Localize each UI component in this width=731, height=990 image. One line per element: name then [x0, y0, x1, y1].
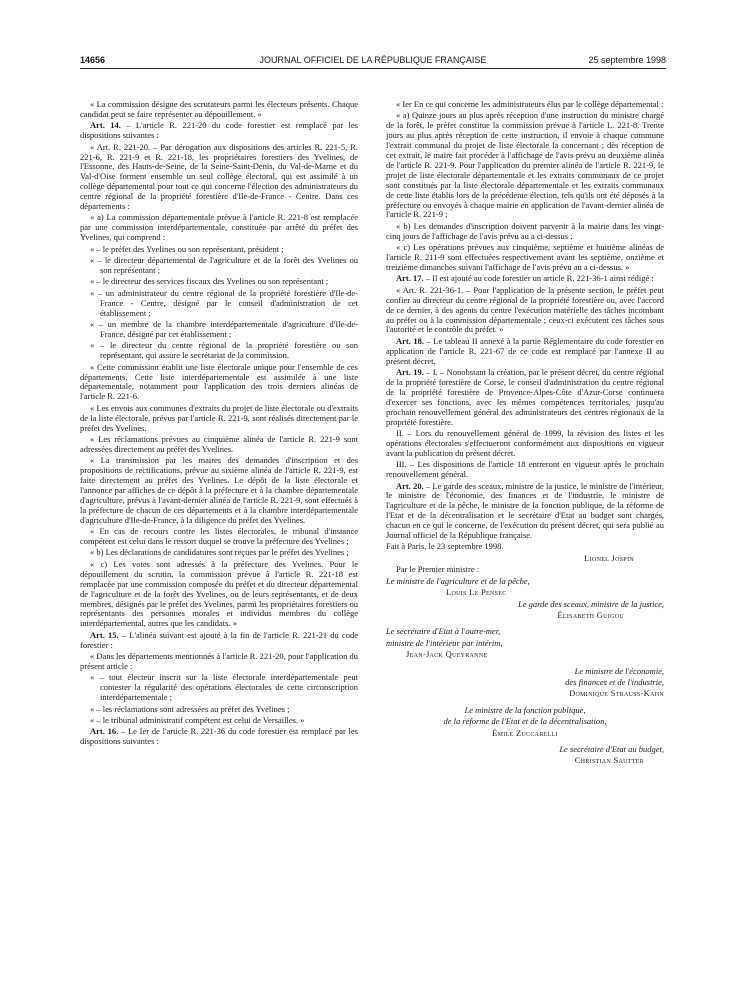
article-text: – L'alinéa suivant est ajouté à la fin de l'article R. 221-21 du code forestier : [80, 629, 358, 650]
signature-eco-title: Le ministre de l'économie, [574, 665, 664, 676]
article-20 [386, 482, 664, 541]
paragraph: « a) Quinze jours au plus après réception d'une instruction du ministre chargé de la forêt, le préfet constitue la commission prévue à l'article L. 221-8. Trente jours au plus après réception de cette instruction, il envoie à chaque commune l'extrait communal du projet de liste électorale la concernant ; dès réception de cet extrait, le maire fait procéder à l'affichage de l'avis prévu au deuxième alinéa de l'article R. 221-9. Pour l'application du premier alinéa de l'article R. 221-9, le projet de liste électorale départementale et les extraits communaux de ce projet sont constitués par la liste électorale départementale et les extraits communaux de cette liste établis lors de la précédente élection, tels qu'ils ont été déposés à la préfecture ou envoyés à chaque mairie en application de l'avant-dernier alinéa de l'article R. 221-9 ; [386, 110, 664, 220]
article-text: – L'article R. 221-20 du code forestier est remplacé par les dispositions suivantes : [80, 120, 359, 141]
signature-om-title: Le secrétaire d'Etat à l'outre-mer, [386, 626, 501, 637]
signature-fp-title: Le ministre de la fonction publique, [464, 704, 586, 715]
signature-agri-title: Le ministre de l'agriculture et de la pêche, [386, 575, 530, 586]
article-17 [386, 274, 664, 284]
signature-om-title: ministre de l'intérieur par intérim, [386, 637, 503, 648]
paragraph: II. – Lors du renouvellement général de 1999, la révision des listes et les opérations électorales s'effectueront conformément aux dispositions en vigueur avant la publication du présent décret. [386, 428, 664, 458]
paragraph: « Ier En ce qui concerne les administrateurs élus par le collège départemental : [396, 99, 664, 109]
article-18 [386, 337, 664, 367]
paragraph: « c) Les opérations prévues aux cinquième, septième et huitième alinéas de l'article R. 211-9 sont effectuées respectivement avant les septième, onzième et treizième dimanches suivant l'affichage de l'avis prévu au a ci-dessus. » [386, 242, 664, 272]
paragraph: « La commission désigne des scrutateurs parmi les électeurs présents. Chaque candidat peut se faire représenter au dépouillement. » [80, 99, 358, 119]
article-16 [80, 727, 358, 747]
paragraph: « b) Les déclarations de candidatures sont reçues par le préfet des Yvelines ; [90, 547, 349, 558]
page-header [80, 55, 666, 69]
paragraph: « Art. R. 221-36-1. – Pour l'application de la présente section, le préfet peut confier au directeur du centre régional de la propriété forestière ou, avec l'accord de ce dernier, à des agents du centre l'exécution matérielle des tâches incombant au préfet ou à la commission départementale ; ceux-ci exécutent ces tâches sous l'autorité et le contrôle du préfet. » [386, 284, 664, 335]
signature-pm: Lionel Jospin [584, 552, 634, 563]
paragraph: « Art. R. 221-20. – Par dérogation aux dispositions des articles R. 221-5, R. 221-6, R. 221-9 et R. 221-18, les propriétaires forestiers des Yvelines, de l'Essonne, des Hauts-de-Seine, de la Seine-Saint-Denis, du Val-de-Marne et du Val-d'Oise forment ensemble un seul collège électoral, qui est assimilé à un collège départemental pour tout ce qui concerne l'élection des administrateurs du centre régional de la propriété forestière d'Ile-de-France - Centre. Dans ces départements : [80, 141, 358, 212]
article-14 [80, 121, 358, 141]
page-number: 14656 [80, 55, 106, 65]
signature-justice-name: Élisabeth Guigou [557, 609, 624, 620]
article-text: – Le tableau II annexé à la partie Réglementaire du code forestier en application de l'article R. 221-67 de ce code est remplacé par l'annexe II au présent décret. [386, 335, 664, 366]
signature-eco-title: des finances et de l'industrie, [565, 676, 664, 687]
paragraph: « a) La commission départementale prévue à l'article R. 221-8 est remplacée par une commission interdépartementale, constituée par arrêté du préfet des Yvelines, qui comprend : [80, 212, 358, 243]
paragraph: III. – Les dispositions de l'article 18 entreront en vigueur après le prochain renouvellement général. [386, 459, 664, 480]
list-item: « – les réclamations sont adressées au préfet des Yvelines ; [90, 703, 290, 714]
list-item: « – le directeur du centre régional de la propriété forestière ou son représentant, qui assure le secrétariat de la commission. [90, 340, 358, 361]
article-label: Art. 16. [90, 726, 119, 737]
article-label: Art. 20. [396, 480, 424, 491]
paragraph: « Dans les départements mentionnés à l'article R. 221-20, pour l'application du présent article : [80, 651, 358, 671]
publication-date: 25 septembre 1998 [588, 55, 666, 65]
signature-budget-title: Le secrétaire d'Etat au budget, [559, 743, 664, 754]
article-label: Art. 17. [396, 273, 424, 284]
list-item: « – un membre de la chambre interdépartementale d'agriculture d'Ile-de-France, désigné par cet établissement ; [90, 319, 358, 339]
header-rule [80, 68, 666, 69]
signature-date: Fait à Paris, le 23 septembre 1998. [386, 541, 504, 552]
signature-fp-name: Émile Zuccarelli [492, 727, 558, 738]
list-item: « – le tribunal administratif compétent est celui de Versailles. » [90, 714, 305, 725]
paragraph: « Les réclamations prévues au cinquième alinéa de l'article R. 221-9 sont adressées directement au préfet des Yvelines. [80, 434, 358, 454]
paragraph: « Les envois aux communes d'extraits du projet de liste électorale ou d'extraits de la liste électorale, prévus par l'article R. 221-9, sont réalisés directement par le préfet des Yvelines. [80, 402, 358, 433]
right-column [386, 100, 664, 768]
signature-fp-title: de la réforme de l'Etat et de la décentralisation, [443, 716, 607, 727]
article-text: – I. – Nonobstant la création, par le présent décret, du centre régional de la propriété forestière de Corse, le conseil d'administration du centre régional de la propriété forestière de Provence-Alpes-Côte d'Azur-Corse continuera d'exercer ses fonctions, avec les mêmes compétences territoriales, jusqu'au prochain renouvellement général des administrateurs des centres régionaux de la propriété forestière. [386, 367, 664, 427]
article-15 [80, 631, 358, 651]
article-19 [386, 368, 664, 427]
signature-budget-name: Christian Sautter [574, 755, 644, 766]
article-label: Art. 15. [90, 629, 119, 640]
article-label: Art. 19. [396, 367, 424, 378]
list-item: « – le directeur des services fiscaux des Yvelines ou son représentant ; [90, 276, 329, 287]
signature-agri-name: Louis Le Pensec [446, 587, 507, 598]
paragraph: « b) Les demandes d'inscription doivent parvenir à la mairie dans les vingt-cinq jours de l'affichage de l'avis prévu au a ci-dessus ; [386, 220, 664, 241]
paragraph: « La transmission par les maires des demandes d'inscription et des propositions de rectifications, prévue au sixième alinéa de l'article R. 221-9, est faite directement au préfet des Yvelines. Le dépôt de la liste électorale et l'annonce par affiches de ce dépôt à la préfecture et à la chambre départementale d'agriculture, prévus à l'avant-dernier alinéa de l'article R. 221-9, sont effectués à la préfecture de chacun de ces départements et à la chambre interdépartementale d'agriculture d'Ile-de-France, à la diligence du préfet des Yvelines. [80, 455, 358, 525]
left-column [80, 100, 358, 749]
list-item: « – le directeur départemental de l'agriculture et de la forêt des Yvelines ou son représentant ; [90, 255, 358, 275]
list-item: « – un administrateur du centre régional de la propriété forestière d'Ile-de-France - Centre, désigné par le conseil d'administration de cet établissement ; [90, 287, 358, 318]
paragraph: « c) Les votes sont adressés à la préfecture des Yvelines. Pour le dépouillement du scrutin, la commission prévue à l'article R. 221-18 est remplacée par une commission composée du préfet et du directeur départemental de l'agriculture et de la forêt des Yvelines, ou de leurs représentants, et de deux membres, désignés par le préfet des Yvelines, parmi les propriétaires forestiers ou représentants des personnes morales et individus membres du collège interdépartemental, autres que les candidats. » [80, 558, 358, 629]
list-item: « – le préfet des Yvelines ou son représentant, président ; [90, 243, 284, 254]
journal-title: JOURNAL OFFICIEL DE LA RÉPUBLIQUE FRANÇAISE [259, 55, 487, 65]
signature-justice-title: Le garde des sceaux, ministre de la justice, [518, 598, 664, 609]
article-label: Art. 18. [396, 335, 425, 346]
paragraph: « Cette commission établit une liste électorale unique pour l'ensemble de ces départements. Cette liste interdépartementale est assimilée à une liste départementale, notamment pour l'application des trois derniers alinéas de l'article R. 221-6. [80, 361, 358, 402]
article-text: – Le garde des sceaux, ministre de la justice, le ministre de l'intérieur, le ministre de l'économie, des finances et de l'industrie, le ministre de l'agriculture et de la pêche, le ministre de la fonction publique, de la réforme de l'Etat et de la décentralisation et le secrétaire d'Etat au budget sont chargés, chacun en ce qui le concerne, de l'exécution du présent décret, qui sera publié au Journal officiel de la République française. [386, 480, 665, 541]
list-item: « – tout électeur inscrit sur la liste électorale interdépartementale peut contester la régularité des opérations électorales de cette circonscription interdépartementale ; [90, 672, 358, 703]
signature-by-pm: Par le Premier ministre : [396, 564, 480, 575]
article-text: – Il est ajouté au code forestier un article R. 221-36-1 ainsi rédigé : [423, 273, 654, 284]
signature-om-name: Jean-Jack Queyranne [406, 649, 488, 660]
signature-eco-name: Dominique Strauss-Kahn [569, 688, 664, 699]
article-label: Art. 14. [90, 120, 121, 131]
paragraph: « En cas de recours contre les listes électorales, le tribunal d'instance compétent est celui dans le ressort duquel se trouve la préfecture des Yvelines ; [80, 526, 358, 547]
article-text: – Le Ier de l'article R. 221-36 du code forestier est remplacé par les dispositions suivantes : [80, 726, 358, 747]
